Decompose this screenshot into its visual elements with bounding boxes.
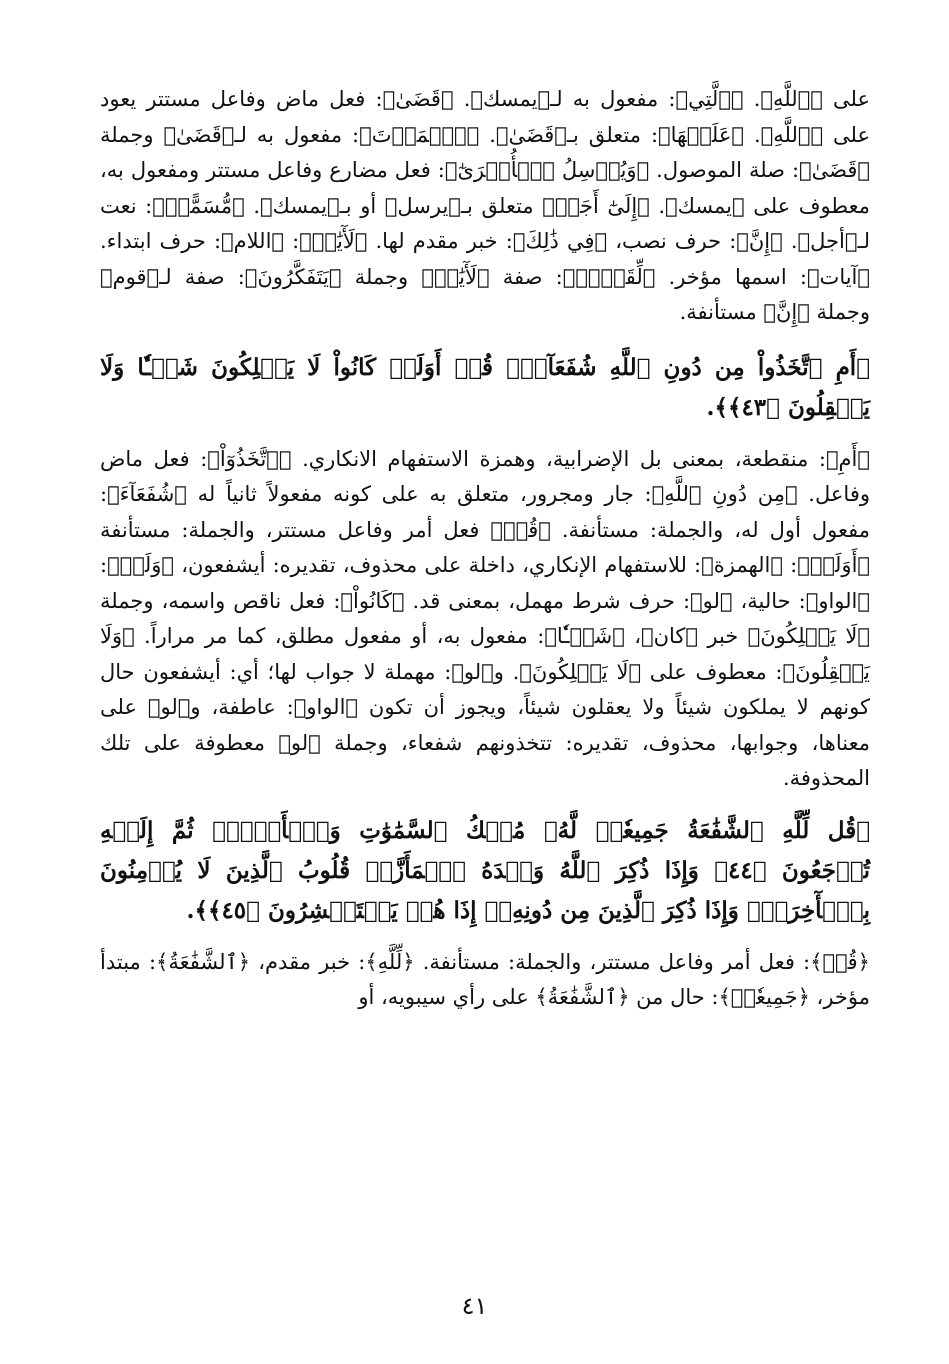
quran-verse-43: ﴿أَمِ ٱتَّخَذُواْ مِن دُونِ ٱللَّهِ شُفَعَآءَۚ قُلۡ أَوَلَوۡ كَانُواْ لَا يَمۡلِكُونَ شَيۡـٔٗا وَلَا يَعۡقِلُونَ ﴿٤٣﴾﴾. [100, 353, 870, 421]
page-number: ٤١ [461, 1292, 488, 1320]
page-body [100, 82, 870, 1016]
paragraph-commentary-2: ﴿أَمِ﴾: منقطعة، بمعنى بل الإضرابية، وهمزة الاستفهام الانكاري. ﴿ٱتَّخَذُوٓاْ﴾: فعل ماض وفاعل. ﴿مِن دُونِ ٱللَّهِ﴾: جار ومجرور، متعلق به على كونه مفعولاً ثانياً له ﴿شُفَعَآءَ﴾: مفعول أول له، والجملة: مستأنفة. ﴿قُلۡ﴾ فعل أمر وفاعل مستتر، والجملة: مستأنفة ﴿أَوَلَوۡ﴾: ﴿الهمزة﴾: للاستفهام الإنكاري، داخلة على محذوف، تقديره: أيشفعون، ﴿وَلَوۡ﴾: ﴿الواو﴾: حالية، ﴿لو﴾: حرف شرط مهمل، بمعنى قد. ﴿كَانُواْ﴾: فعل ناقص واسمه، وجملة ﴿لَا يَمۡلِكُونَ﴾ خبر ﴿كان﴾، ﴿شَيۡـٔٗا﴾: مفعول به، أو مفعول مطلق، كما مر مراراً. ﴿وَلَا يَعۡقِلُونَ﴾: معطوف على ﴿لَا يَمۡلِكُونَ﴾. و﴿لو﴾: مهملة لا جواب لها؛ أي: أيشفعون حال كونهم لا يملكون شيئاً ولا يعقلون شيئاً، ويجوز أن تكون ﴿الواو﴾: عاطفة، و﴿لو﴾ على معناها، وجوابها، محذوف، تقديره: تتخذونهم شفعاء، وجملة ﴿لو﴾ معطوفة على تلك المحذوفة. [100, 446, 870, 790]
paragraph-commentary-1: على ﴿ٱللَّهِ﴾. ﴿ٱلَّتِي﴾: مفعول به لـ﴿يمسك﴾. ﴿قَضَىٰ﴾: فعل ماض وفاعل مستتر يعود على ﴿ٱللَّهِ﴾. ﴿عَلَيۡهَا﴾: متعلق بـ﴿قَضَىٰ﴾. ﴿ٱلۡمَوۡتَ﴾: مفعول به لـ﴿قَضَىٰ﴾ وجملة ﴿قَضَىٰ﴾: صلة الموصول. ﴿وَيُرۡسِلُ ٱلۡأُخۡرَىٰٓ﴾: فعل مضارع وفاعل مستتر ومفعول به، معطوف على ﴿يمسك﴾. ﴿إِلَىٰٓ أَجَلٖ﴾ متعلق بـ﴿يرسل﴾ أو بـ﴿يمسك﴾. ﴿مُّسَمًّىۚ﴾: نعت لـ﴿أجل﴾. ﴿إِنَّ﴾: حرف نصب، ﴿فِي ذَٰلِكَ﴾: خبر مقدم لها. ﴿لَأٓيَٰتٖ﴾: ﴿اللام﴾: حرف ابتداء. ﴿آيات﴾: اسمها مؤخر. ﴿لِّقَوۡمٖ﴾: صفة ﴿لَأٓيَٰتٖ﴾ وجملة ﴿يَتَفَكَّرُونَ﴾: صفة لـ﴿قوم﴾ وجملة ﴿إِنَّ﴾ مستأنفة. [100, 87, 870, 324]
quran-verse-44-45: ﴿قُل لِّلَّهِ ٱلشَّفَٰعَةُ جَمِيعٗاۖ لَّهُۥ مُلۡكُ ٱلسَّمَٰوَٰتِ وَٱلۡأَرۡضِۖ ثُمَّ إِلَيۡهِ تُرۡجَعُونَ ﴿٤٤﴾ وَإِذَا ذُكِرَ ٱللَّهُ وَحۡدَهُ ٱشۡمَأَزَّتۡ قُلُوبُ ٱلَّذِينَ لَا يُؤۡمِنُونَ بِٱلۡأٓخِرَةِۖ وَإِذَا ذُكِرَ ٱلَّذِينَ مِن دُونِهِۦٓ إِذَا هُمۡ يَسۡتَبۡشِرُونَ ﴿٤٥﴾﴾. [100, 816, 871, 924]
paragraph-commentary-3: ﴿قُلۡ﴾: فعل أمر وفاعل مستتر، والجملة: مستأنفة. ﴿لِّلَّهِ﴾: خبر مقدم، ﴿ٱلشَّفَٰعَةُ﴾: مبتدأ مؤخر، ﴿جَمِيعٗاۖ﴾: حال من ﴿ٱلشَّفَٰعَةُ﴾ على رأي سيبويه، أو [100, 949, 870, 1009]
